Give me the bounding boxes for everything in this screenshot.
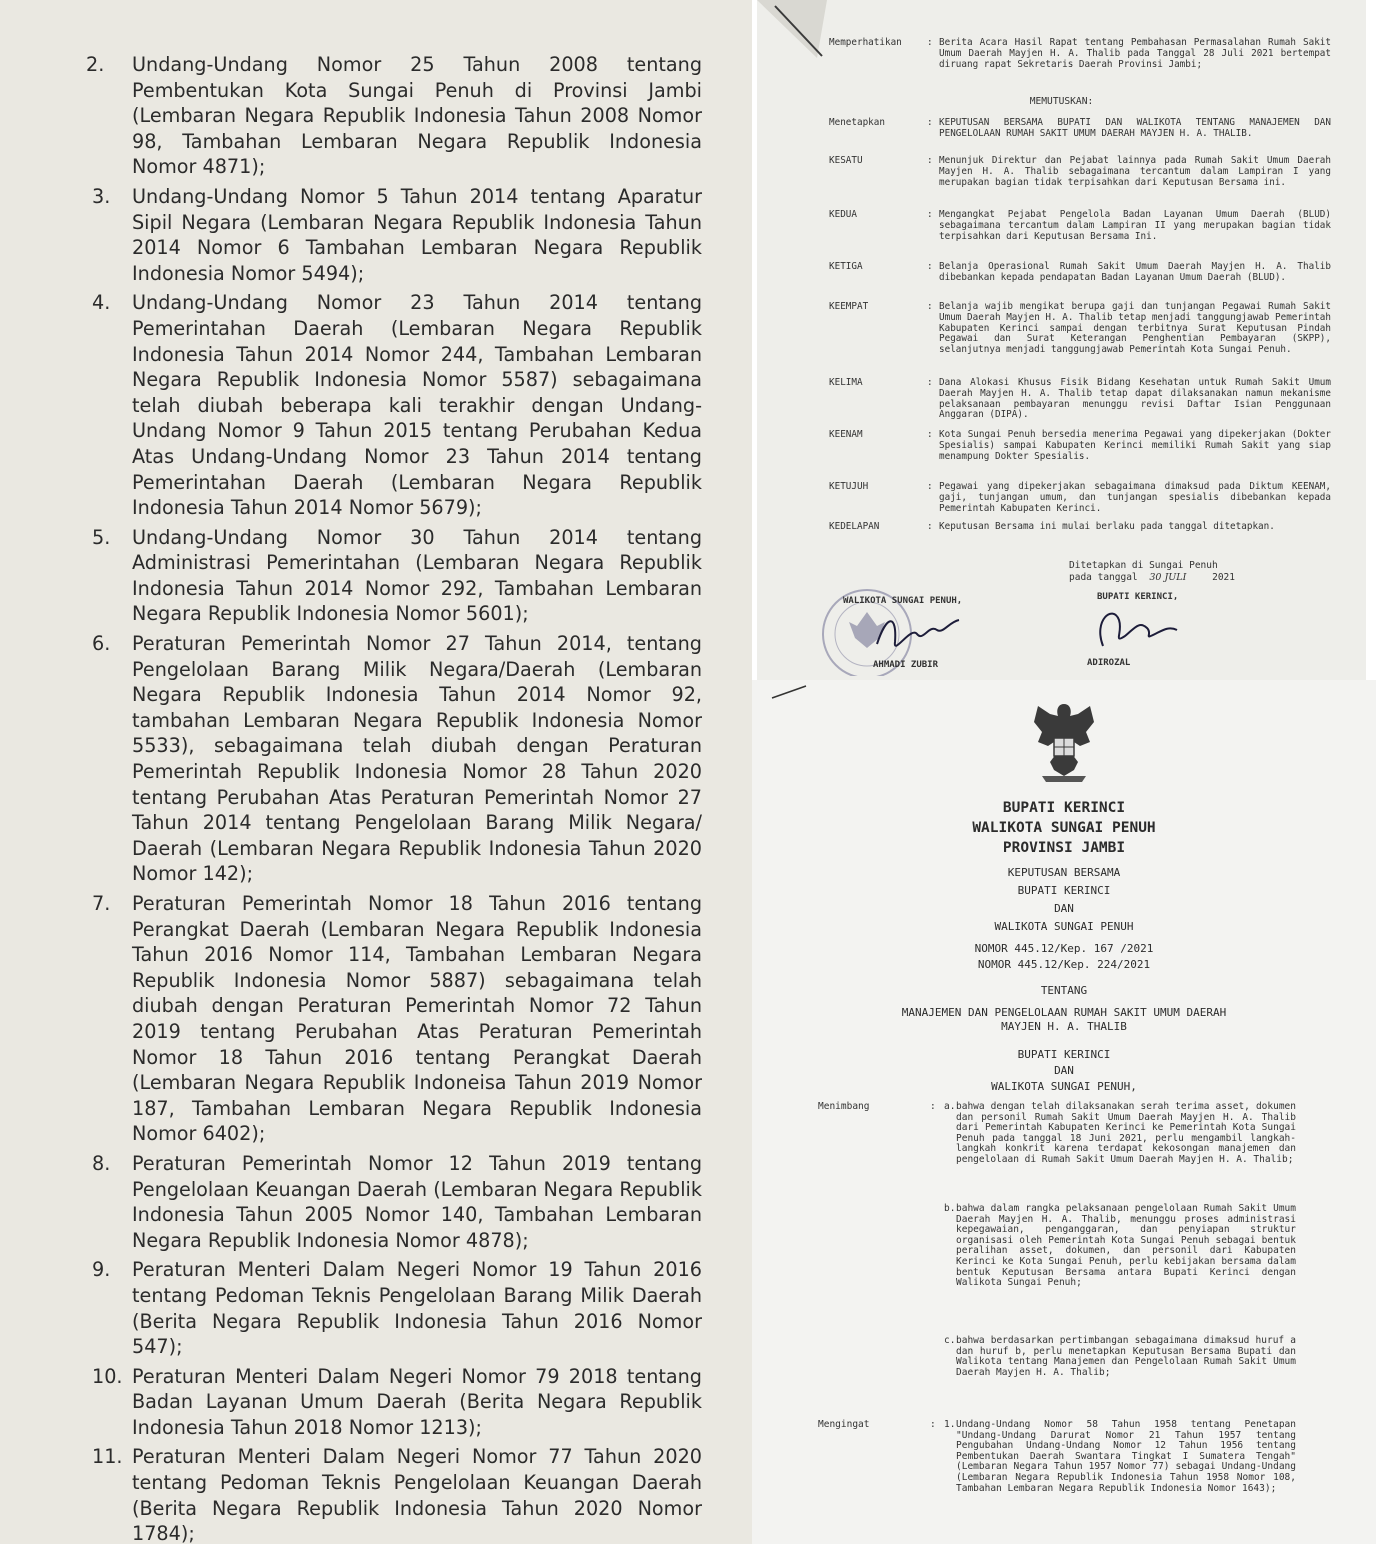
item-text: Undang-Undang Nomor 5 Tahun 2014 tentang Aparatur Sipil Negara (Lembaran Negara Republik Indonesia Tahun 2014 Nomor 6 Tambahan Lembaran Negara Republik Indonesia Nomor 5494); bbox=[132, 184, 702, 285]
item-mark: b. bbox=[944, 1203, 956, 1214]
article-label: KEDUA bbox=[829, 209, 857, 220]
item-text: Peraturan Menteri Dalam Negeri Nomor 79 2018 tentang Badan Layanan Umum Daerah (Berita Negara Republik Indonesia Tahun 2018 Nomor 1213); bbox=[132, 1364, 702, 1439]
item-text: Undang-Undang Nomor 23 Tahun 2014 tentang Pemerintahan Daerah (Lembaran Negara Republik Indonesia Tahun 2014 Nomor 244, Tambahan Lembaran Negara Republik Indonesia Nomor 5587) sebagaimana telah diubah beberapa kali terakhir dengan Undang-Undang Nomor 9 Tahun 2015 tentang Perubahan Kedua Atas Undang-Undang Nomor 23 Tahun 2014 tentang Pemerintahan Daerah (Lembaran Negara Republik Indonesia Tahun 2014 Nomor 5679); bbox=[132, 291, 702, 520]
article-label: KETIGA bbox=[829, 261, 863, 272]
row-label: Memperhatikan bbox=[829, 37, 902, 48]
article-label: KETUJUH bbox=[829, 481, 869, 492]
article-label: KEENAM bbox=[829, 429, 863, 440]
item-number: 8. bbox=[92, 1151, 111, 1175]
colon: : bbox=[930, 1419, 936, 1430]
colon: : bbox=[930, 1101, 936, 1112]
paper-corner-shadow bbox=[752, 680, 812, 710]
date-year: 2021 bbox=[1212, 572, 1235, 583]
heading-line: WALIKOTA SUNGAI PENUH bbox=[972, 820, 1156, 836]
decree-first-page bbox=[752, 680, 1376, 1544]
item-text: Undang-Undang Nomor 58 Tahun 1958 tentang Penetapan "Undang-Undang Darurat Nomor 21 Tahun 1957 tentang Pengubahan Undang-Undang Nomor 12 Tahun 1956 tentang Pembentukan Daerah Swantara Tingkat I Sumatera Tengah" (Lembaran Negara Tahun 1957 Nomor 77) sebagai Undang-Undang (Lembaran Negara Republik Indonesia Tahun 1958 Nomor 108, Tambahan Lembaran Negara Republik Indonesia Nomor 1643); bbox=[956, 1419, 1296, 1494]
signatory-line: BUPATI KERINCI bbox=[1017, 1048, 1111, 1061]
item-text: Undang-Undang Nomor 30 Tahun 2014 tentang Administrasi Pemerintahan (Lembaran Negara Republik Indonesia Tahun 2014 Nomor 292, Tambahan Lembaran Negara Republik Indonesia Nomor 5601); bbox=[132, 525, 702, 626]
colon: : bbox=[927, 37, 933, 48]
item-number: 11. bbox=[92, 1445, 123, 1469]
article-text: Kota Sungai Penuh bersedia menerima Pegawai yang dipekerjakan (Dokter Spesialis) sampai Kabupaten Kerinci memiliki Rumah Sakit yang siap menampung Dokter Spesialis. bbox=[939, 429, 1331, 462]
list-item bbox=[86, 52, 702, 180]
item-number: 2. bbox=[86, 53, 105, 76]
ditetapkan-line: Ditetapkan di Sungai Penuh bbox=[1069, 560, 1218, 571]
colon: : bbox=[927, 117, 933, 128]
colon: : bbox=[927, 521, 933, 532]
mengingat-label: Mengingat bbox=[818, 1419, 870, 1430]
decree-title-line2: MAYJEN H. A. THALIB bbox=[1001, 1020, 1127, 1033]
colon: : bbox=[927, 261, 933, 272]
item-number: 4. bbox=[92, 291, 111, 315]
article-text: Belanja wajib mengikat berupa gaji dan tunjangan Pegawai Rumah Sakit Umum Daerah Mayjen H. A. Thalib tetap menjadi tanggungjawab Pemerintah Kabupaten Kerinci sampai dengan terbitnya Surat Keputusan Pindah Pegawai dan Surat Keterangan Penghentian Pembayaran (SKPP), selanjutnya menjadi tanggungjawab Pemerintah Kota Sungai Penuh. bbox=[939, 301, 1331, 356]
legal-basis-list bbox=[86, 52, 702, 1544]
article-text: Pegawai yang dipekerjakan sebagaimana dimaksud pada Diktum KEENAM, gaji, tunjangan umum, dan tunjangan spesialis dibebankan kepada Pemerintah Kabupaten Kerinci. bbox=[939, 481, 1331, 514]
memutuskan-heading: MEMUTUSKAN: bbox=[1029, 96, 1094, 107]
colon: : bbox=[927, 481, 933, 492]
colon: : bbox=[927, 429, 933, 440]
list-item bbox=[92, 1257, 702, 1359]
item-text: Peraturan Pemerintah Nomor 18 Tahun 2016 tentang Perangkat Daerah (Lembaran Negara Republik Indonesia Tahun 2016 Nomor 114, Tambahan Lembaran Negara Republik Indonesia Nomor 5887) sebagaimana telah diubah dengan Peraturan Pemerintah Nomor 72 Tahun 2019 tentang Perubahan Atas Peraturan Pemerintah Nomor 18 Tahun 2016 tentang Perangkat Daerah (Lembaran Negara Republik Indoneisa Tahun 2019 Nomor 187, Tambahan Lembaran Negara Republik Indonesia Nomor 6402); bbox=[132, 892, 702, 1146]
item-text: Undang-Undang Nomor 25 Tahun 2008 tentang Pembentukan Kota Sungai Penuh di Provinsi Jambi (Lembaran Negara Republik Indonesia Tahun 2008 Nomor 98, Tambahan Lembaran Negara Republik Indonesia Nomor 4871); bbox=[132, 53, 702, 179]
heading-line: BUPATI KERINCI bbox=[1002, 800, 1126, 816]
item-text: bahwa dalam rangka pelaksanaan pengelolaan Rumah Sakit Umum Daerah Mayjen H. A. Thalib, menunggu proses administrasi kepegawaian, penganggaran, dan penyiapan struktur organisasi oleh Pemerintah Kota Sungai Penuh sebagai bentuk peralihan asset, dokumen, dan personil dari Kabupaten Kerinci ke Kota Sungai Penuh, perlu kebijakan bersama dalam bentuk Keputusan Bersama antara Bupati Kerinci dengan Walikota Sungai Penuh; bbox=[956, 1203, 1296, 1289]
article-text: Keputusan Bersama ini mulai berlaku pada tanggal ditetapkan. bbox=[939, 521, 1275, 532]
item-number: 6. bbox=[92, 632, 111, 656]
item-mark: 1. bbox=[944, 1419, 956, 1430]
tentang-label: TENTANG bbox=[1040, 984, 1088, 997]
row-text: KEPUTUSAN BERSAMA BUPATI DAN WALIKOTA TENTANG MANAJEMEN DAN PENGELOLAAN RUMAH SAKIT UMUM DAERAH MAYJEN H. A. THALIB. bbox=[939, 117, 1331, 139]
signatory-right-title: BUPATI KERINCI, bbox=[1097, 592, 1179, 602]
handwritten-date: 30 JULI bbox=[1149, 572, 1187, 583]
subheading-line: BUPATI KERINCI bbox=[1017, 884, 1111, 897]
decree-last-page bbox=[757, 0, 1366, 680]
item-text: Peraturan Menteri Dalam Negeri Nomor 19 Tahun 2016 tentang Pedoman Teknis Pengelolaan Barang Milik Daerah (Berita Negara Republik Indonesia Tahun 2016 Nomor 547); bbox=[132, 1258, 702, 1359]
colon: : bbox=[927, 377, 933, 388]
list-item bbox=[92, 525, 702, 627]
colon: : bbox=[927, 155, 933, 166]
article-label: KESATU bbox=[829, 155, 863, 166]
row-text: Berita Acara Hasil Rapat tentang Pembahasan Permasalahan Rumah Sakit Umum Daerah Mayjen H. A. Thalib pada Tanggal 28 Juli 2021 bertempat diruang rapat Sekretaris Daerah Provinsi Jambi; bbox=[939, 37, 1331, 70]
article-text: Belanja Operasional Rumah Sakit Umum Daerah Mayjen H. A. Thalib dibebankan kepada pendapatan Badan Layanan Umum Daerah (BLUD). bbox=[939, 261, 1331, 283]
article-text: Mengangkat Pejabat Pengelola Badan Layanan Umum Daerah (BLUD) sebagaimana tercantum dalam Lampiran II yang merupakan bagian tidak terpisahkan dari Keputusan Bersama Ini. bbox=[939, 209, 1331, 242]
list-item bbox=[92, 1444, 702, 1544]
menimbang-label: Menimbang bbox=[818, 1101, 870, 1112]
signatory-left-title: WALIKOTA SUNGAI PENUH, bbox=[843, 596, 963, 606]
list-item bbox=[92, 1151, 702, 1253]
list-item bbox=[92, 631, 702, 887]
item-text: bahwa berdasarkan pertimbangan sebagaimana dimaksud huruf a dan huruf b, perlu menetapkan Keputusan Bersama Bupati dan Walikota tentang Manajemen dan Pengelolaan Rumah Sakit Umum Daerah Mayjen H. A. Thalib; bbox=[956, 1335, 1296, 1378]
item-number: 7. bbox=[92, 892, 111, 915]
list-item bbox=[92, 891, 702, 1147]
row-label: Menetapkan bbox=[829, 117, 885, 128]
garuda-emblem-icon bbox=[1024, 698, 1104, 784]
signature-left bbox=[867, 604, 967, 664]
article-text: Menunjuk Direktur dan Pejabat lainnya pada Rumah Sakit Umum Daerah Mayjen H. A. Thalib sebagaimana tercantum dalam Lampiran I yang merupakan bagian tidak terpisahkan dari Keputusan Bersama ini. bbox=[939, 155, 1331, 188]
item-text: bahwa dengan telah dilaksanakan serah terima asset, dokumen dan personil Rumah Sakit Umum Daerah Mayjen H. A. Thalib dari Pemerintah Kabupaten Kerinci ke Pemerintah Kota Sungai Penuh pada tanggal 18 Juni 2021, perlu mengambil langkah-langkah konkrit karena terdapat kekosongan manajemen dan pengelolaan di Rumah Sakit Umum Daerah Mayjen H. A. Thalib; bbox=[956, 1101, 1296, 1165]
article-label: KEEMPAT bbox=[829, 301, 869, 312]
list-item bbox=[92, 184, 702, 286]
decree-title-line1: MANAJEMEN DAN PENGELOLAAN RUMAH SAKIT UMUM DAERAH bbox=[901, 1006, 1227, 1019]
date-prefix: pada tanggal bbox=[1069, 572, 1138, 583]
item-number: 5. bbox=[92, 525, 111, 549]
subheading-line: DAN bbox=[1054, 902, 1074, 915]
signatory-left-name: AHMADI ZUBIR bbox=[873, 660, 939, 670]
colon: : bbox=[927, 209, 933, 220]
decree-number-1: NOMOR 445.12/Kep. 167 /2021 bbox=[974, 942, 1154, 955]
item-text: Peraturan Pemerintah Nomor 27 Tahun 2014, tentang Pengelolaan Barang Milik Negara/Daerah (Lembaran Negara Republik Indonesia Tahun 2014 Nomor 92, tambahan Lembaran Negara Republik Indonesia Nomor 5533), sebagaimana telah diubah dengan Peraturan Pemerintah Republik Indonesia Nomor 28 Tahun 2020 tentang Perubahan Atas Peraturan Pemerintah Nomor 27 Tahun 2014 tentang Pengelolaan Barang Milik Negara/ Daerah (Lembaran Negara Republik Indonesia Tahun 2020 Nomor 142); bbox=[132, 632, 702, 886]
article-label: KEDELAPAN bbox=[829, 521, 880, 532]
list-item bbox=[92, 1364, 702, 1441]
signatory-line: DAN bbox=[1054, 1064, 1074, 1077]
signatory-line: WALIKOTA SUNGAI PENUH, bbox=[991, 1080, 1137, 1093]
list-item bbox=[92, 290, 702, 520]
signature-right bbox=[1073, 600, 1183, 656]
item-number: 9. bbox=[92, 1258, 111, 1282]
article-label: KELIMA bbox=[829, 377, 863, 388]
decree-number-2: NOMOR 445.12/Kep. 224/2021 bbox=[977, 958, 1151, 971]
item-text: Peraturan Menteri Dalam Negeri Nomor 77 Tahun 2020 tentang Pedoman Teknis Pengelolaan Keuangan Daerah (Berita Negara Republik Indonesia Tahun 2020 Nomor 1784); bbox=[132, 1445, 702, 1544]
item-number: 3. bbox=[92, 184, 111, 208]
item-text: Peraturan Pemerintah Nomor 12 Tahun 2019 tentang Pengelolaan Keuangan Daerah (Lembaran Negara Republik Indonesia Tahun 2005 Nomor 140, Tambahan Lembaran Negara Republik Indonesia Nomor 4878); bbox=[132, 1151, 702, 1252]
signatory-right-name: ADIROZAL bbox=[1087, 658, 1131, 668]
item-mark: a. bbox=[944, 1101, 956, 1112]
item-number: 10. bbox=[92, 1364, 123, 1388]
decree-text bbox=[757, 0, 1366, 680]
item-mark: c. bbox=[944, 1335, 956, 1346]
article-text: Dana Alokasi Khusus Fisik Bidang Kesehatan untuk Rumah Sakit Umum Daerah Mayjen H. A. Thalib tetap dapat dilaksanakan namun mekanisme pelaksanaan pembayaran menunggu revisi Daftar Isian Penggunaan Anggaran (DIPA). bbox=[939, 377, 1331, 421]
subheading-line: KEPUTUSAN BERSAMA bbox=[1007, 866, 1121, 879]
date-line bbox=[1069, 572, 1235, 583]
colon: : bbox=[927, 301, 933, 312]
subheading-line: WALIKOTA SUNGAI PENUH bbox=[994, 920, 1134, 933]
heading-line: PROVINSI JAMBI bbox=[1002, 840, 1126, 856]
